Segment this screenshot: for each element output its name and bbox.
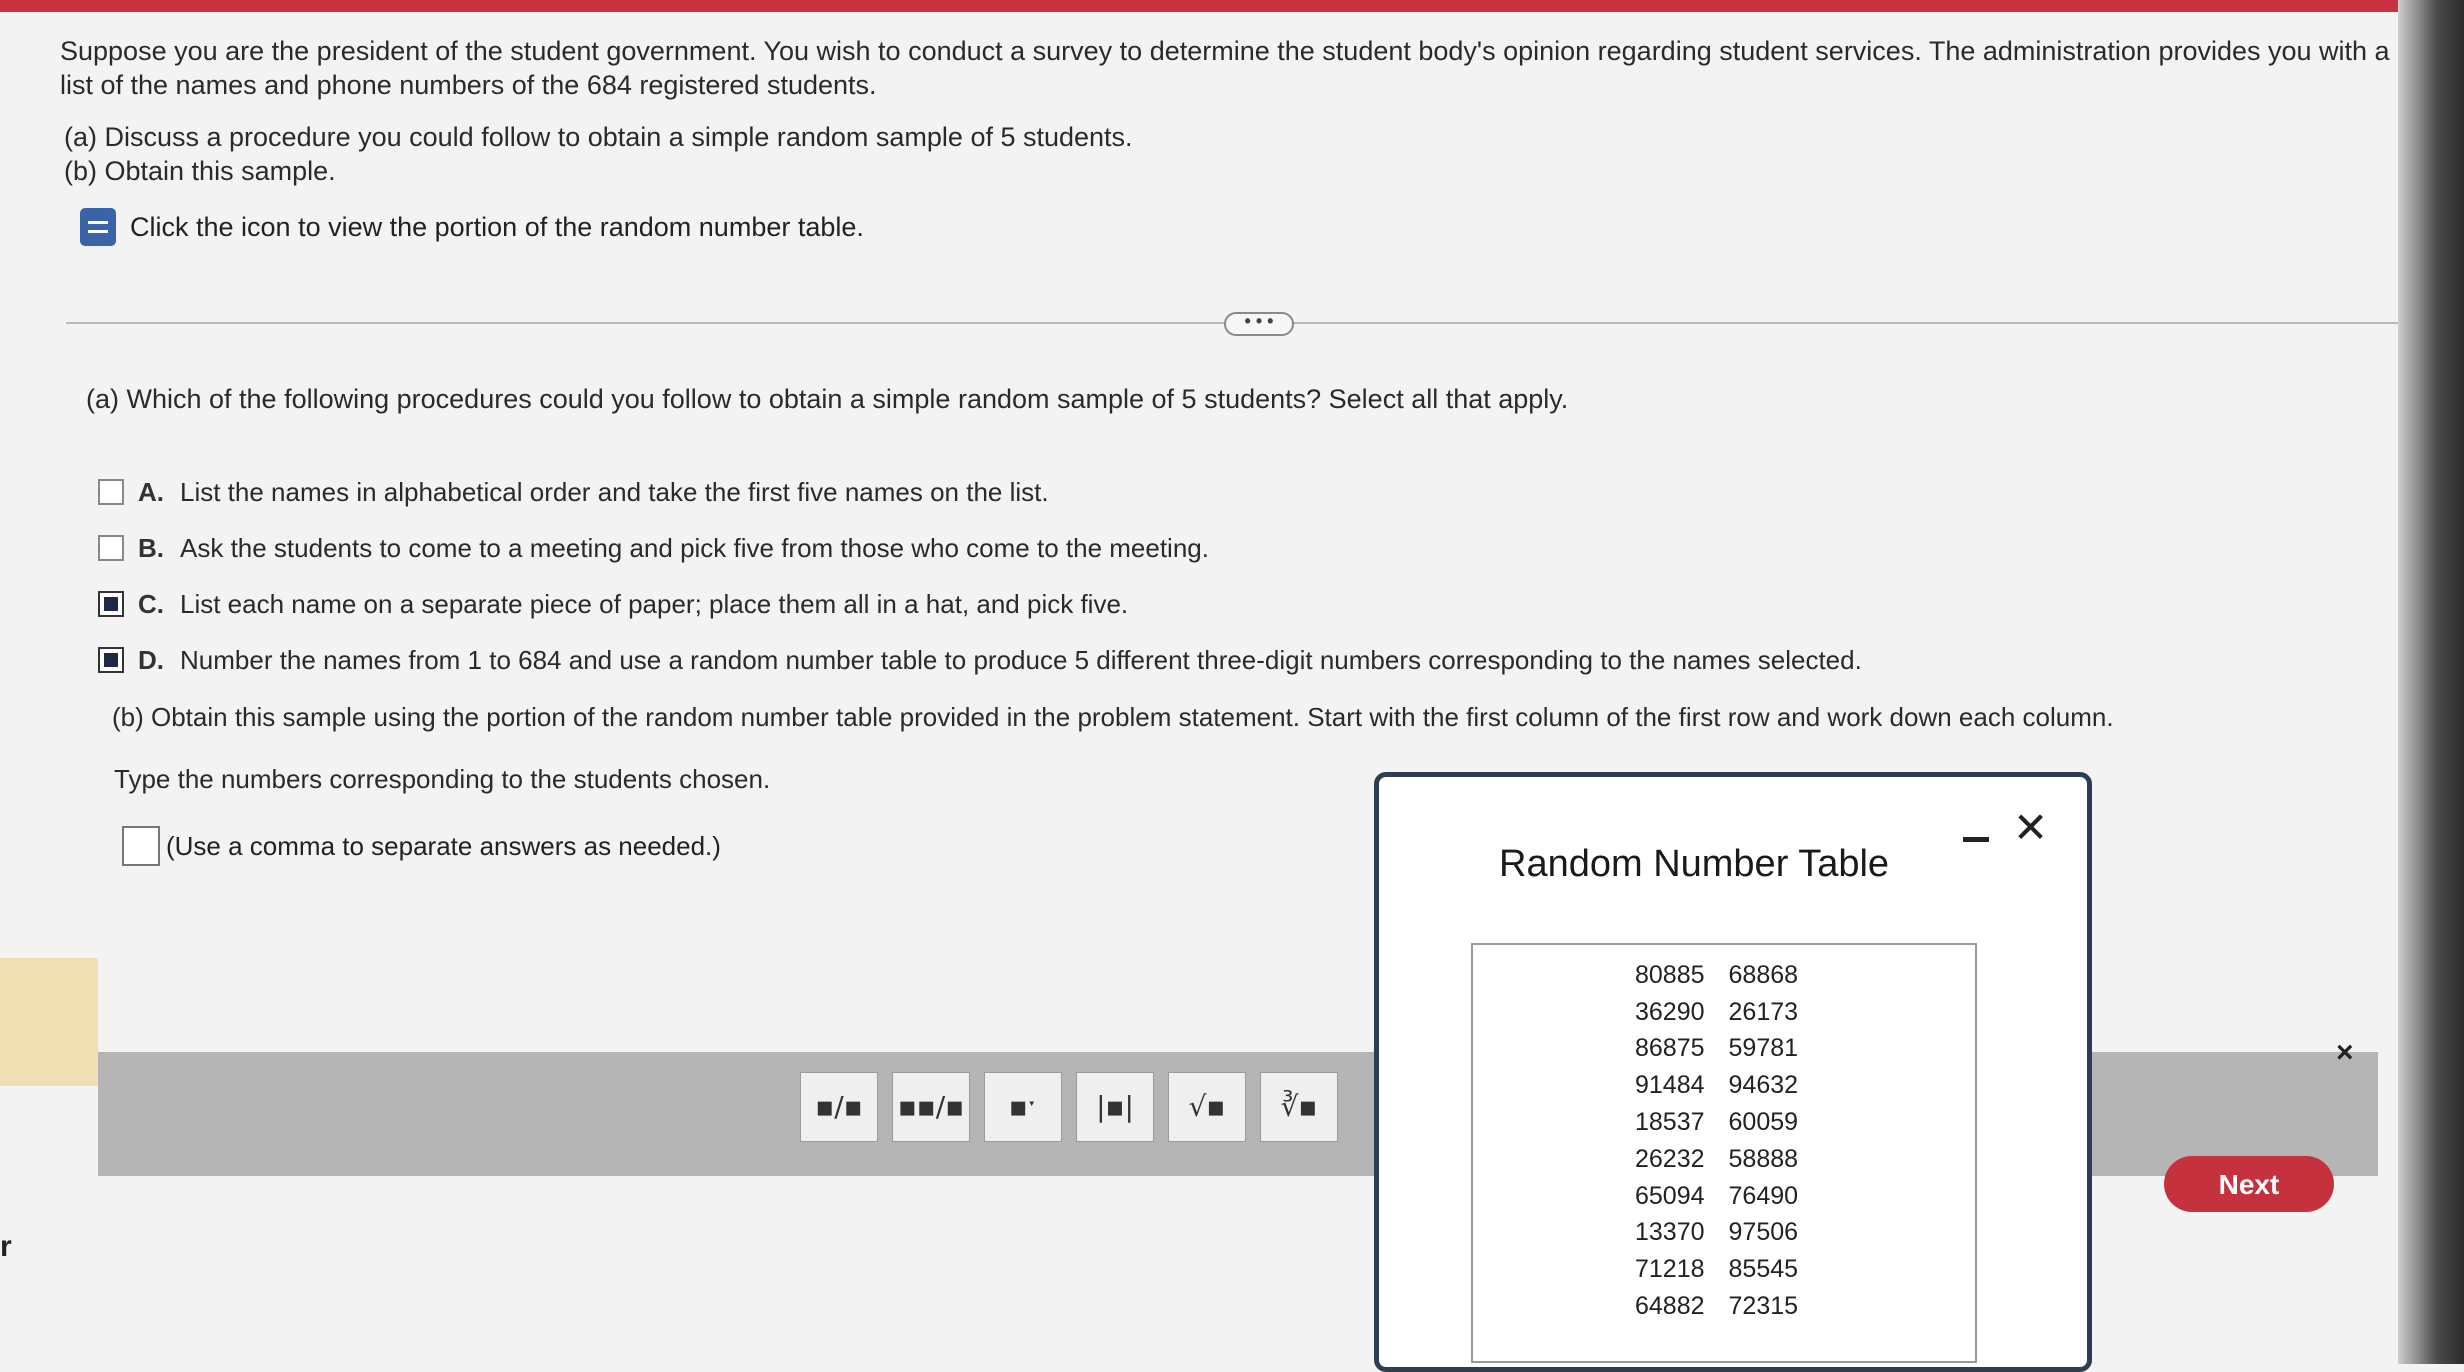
question-part-a: (a) Discuss a procedure you could follow to obtain a simple random sample of 5 students. [64, 122, 1133, 152]
table-row [1623, 1288, 1810, 1325]
table-cell: 64882 [1635, 1292, 1705, 1321]
option-d-checkbox[interactable] [98, 647, 124, 673]
absolute-value-tool-button[interactable]: |▪| [1076, 1072, 1154, 1142]
table-cell: 94632 [1728, 1071, 1799, 1100]
exponent-tool-button[interactable]: ▪ˑ [984, 1072, 1062, 1142]
table-cell: 71218 [1635, 1255, 1705, 1284]
option-d[interactable] [98, 632, 1862, 688]
table-cell: 26232 [1635, 1144, 1705, 1173]
nth-root-tool-button[interactable]: ∛▪ [1260, 1072, 1338, 1142]
table-link-text: Click the icon to view the portion of the random number table. [130, 211, 864, 242]
table-row [1623, 1104, 1810, 1141]
table-cell: 72315 [1728, 1292, 1799, 1321]
table-cell: 18537 [1635, 1108, 1705, 1137]
part-a-prompt: (a) Which of the following procedures could you follow to obtain a simple random sample of 5 students? Select all that apply. [86, 384, 1569, 414]
table-row [1623, 1031, 1810, 1068]
table-row [1623, 957, 1810, 994]
close-icon[interactable]: ✕ [2013, 804, 2049, 851]
part-b-prompt: (b) Obtain this sample using the portion of the random number table provided in the problem statement. Start with the first column of the first row and work down each column. [112, 702, 2114, 732]
part-b-type-prompt: Type the numbers corresponding to the students chosen. [114, 764, 771, 794]
toolbar-close-icon[interactable]: × [2336, 1036, 2354, 1069]
option-b[interactable] [98, 520, 1862, 576]
random-number-table [1623, 957, 1810, 1325]
table-cell: 65094 [1635, 1181, 1705, 1210]
table-cell: 76490 [1728, 1181, 1799, 1210]
random-number-table-box [1471, 943, 1977, 1363]
answer-row [122, 826, 721, 866]
top-accent-bar [0, 0, 2464, 12]
table-cell: 60059 [1728, 1108, 1799, 1137]
side-label: r [0, 1230, 12, 1263]
expand-button[interactable]: • • • [1224, 312, 1294, 336]
random-number-table-popup [1374, 772, 2092, 1372]
option-a-letter: A. [138, 476, 164, 507]
popup-title: Random Number Table [1499, 843, 1890, 885]
option-c[interactable] [98, 576, 1862, 632]
option-c-checkbox[interactable] [98, 591, 124, 617]
table-cell: 80885 [1635, 960, 1705, 989]
square-root-tool-button[interactable]: √▪ [1168, 1072, 1246, 1142]
table-cell: 59781 [1728, 1034, 1799, 1063]
option-c-letter: C. [138, 588, 164, 619]
answer-hint: (Use a comma to separate answers as needed.) [166, 830, 721, 861]
table-cell: 13370 [1635, 1218, 1705, 1247]
table-row [1623, 1141, 1810, 1178]
table-row [1623, 1178, 1810, 1215]
option-c-text: List each name on a separate piece of paper; place them all in a hat, and pick five. [180, 588, 1129, 619]
table-cell: 86875 [1635, 1034, 1705, 1063]
table-cell: 68868 [1728, 960, 1799, 989]
table-cell: 26173 [1728, 997, 1799, 1026]
table-row [1623, 1067, 1810, 1104]
screen-edge [2398, 0, 2464, 1364]
fraction-tool-button[interactable]: ▪/▪ [800, 1072, 878, 1142]
option-b-letter: B. [138, 532, 164, 563]
table-cell: 85545 [1728, 1255, 1799, 1284]
table-icon[interactable] [80, 208, 116, 246]
option-a[interactable] [98, 464, 1862, 520]
option-d-letter: D. [138, 644, 164, 675]
option-b-checkbox[interactable] [98, 535, 124, 561]
option-a-checkbox[interactable] [98, 479, 124, 505]
table-row [1623, 1215, 1810, 1252]
random-table-link[interactable] [80, 208, 864, 246]
question-intro: Suppose you are the president of the student government. You wish to conduct a survey to determine the student body's opinion regarding student services. The administration provides you with a list of the names and phone numbers of the 684 registered students. [60, 36, 2390, 100]
options-list [98, 464, 1862, 688]
table-row [1623, 1251, 1810, 1288]
table-row [1623, 994, 1810, 1031]
next-button[interactable]: Next [2164, 1156, 2334, 1212]
answer-input[interactable] [122, 826, 160, 866]
option-b-text: Ask the students to come to a meeting and pick five from those who come to the meeting. [180, 532, 1209, 563]
question-parts [64, 120, 1133, 188]
table-cell: 97506 [1728, 1218, 1799, 1247]
table-cell: 58888 [1728, 1144, 1799, 1173]
left-highlight-strip [0, 958, 98, 1086]
question-part-b: (b) Obtain this sample. [64, 156, 336, 186]
option-a-text: List the names in alphabetical order and take the first five names on the list. [180, 476, 1049, 507]
minimize-icon[interactable] [1963, 837, 1989, 842]
table-cell: 91484 [1635, 1071, 1705, 1100]
option-d-text: Number the names from 1 to 684 and use a random number table to produce 5 different three-digit numbers corresponding to the names selected. [180, 644, 1862, 675]
mixed-number-tool-button[interactable]: ▪▪/▪ [892, 1072, 970, 1142]
table-cell: 36290 [1635, 997, 1705, 1026]
